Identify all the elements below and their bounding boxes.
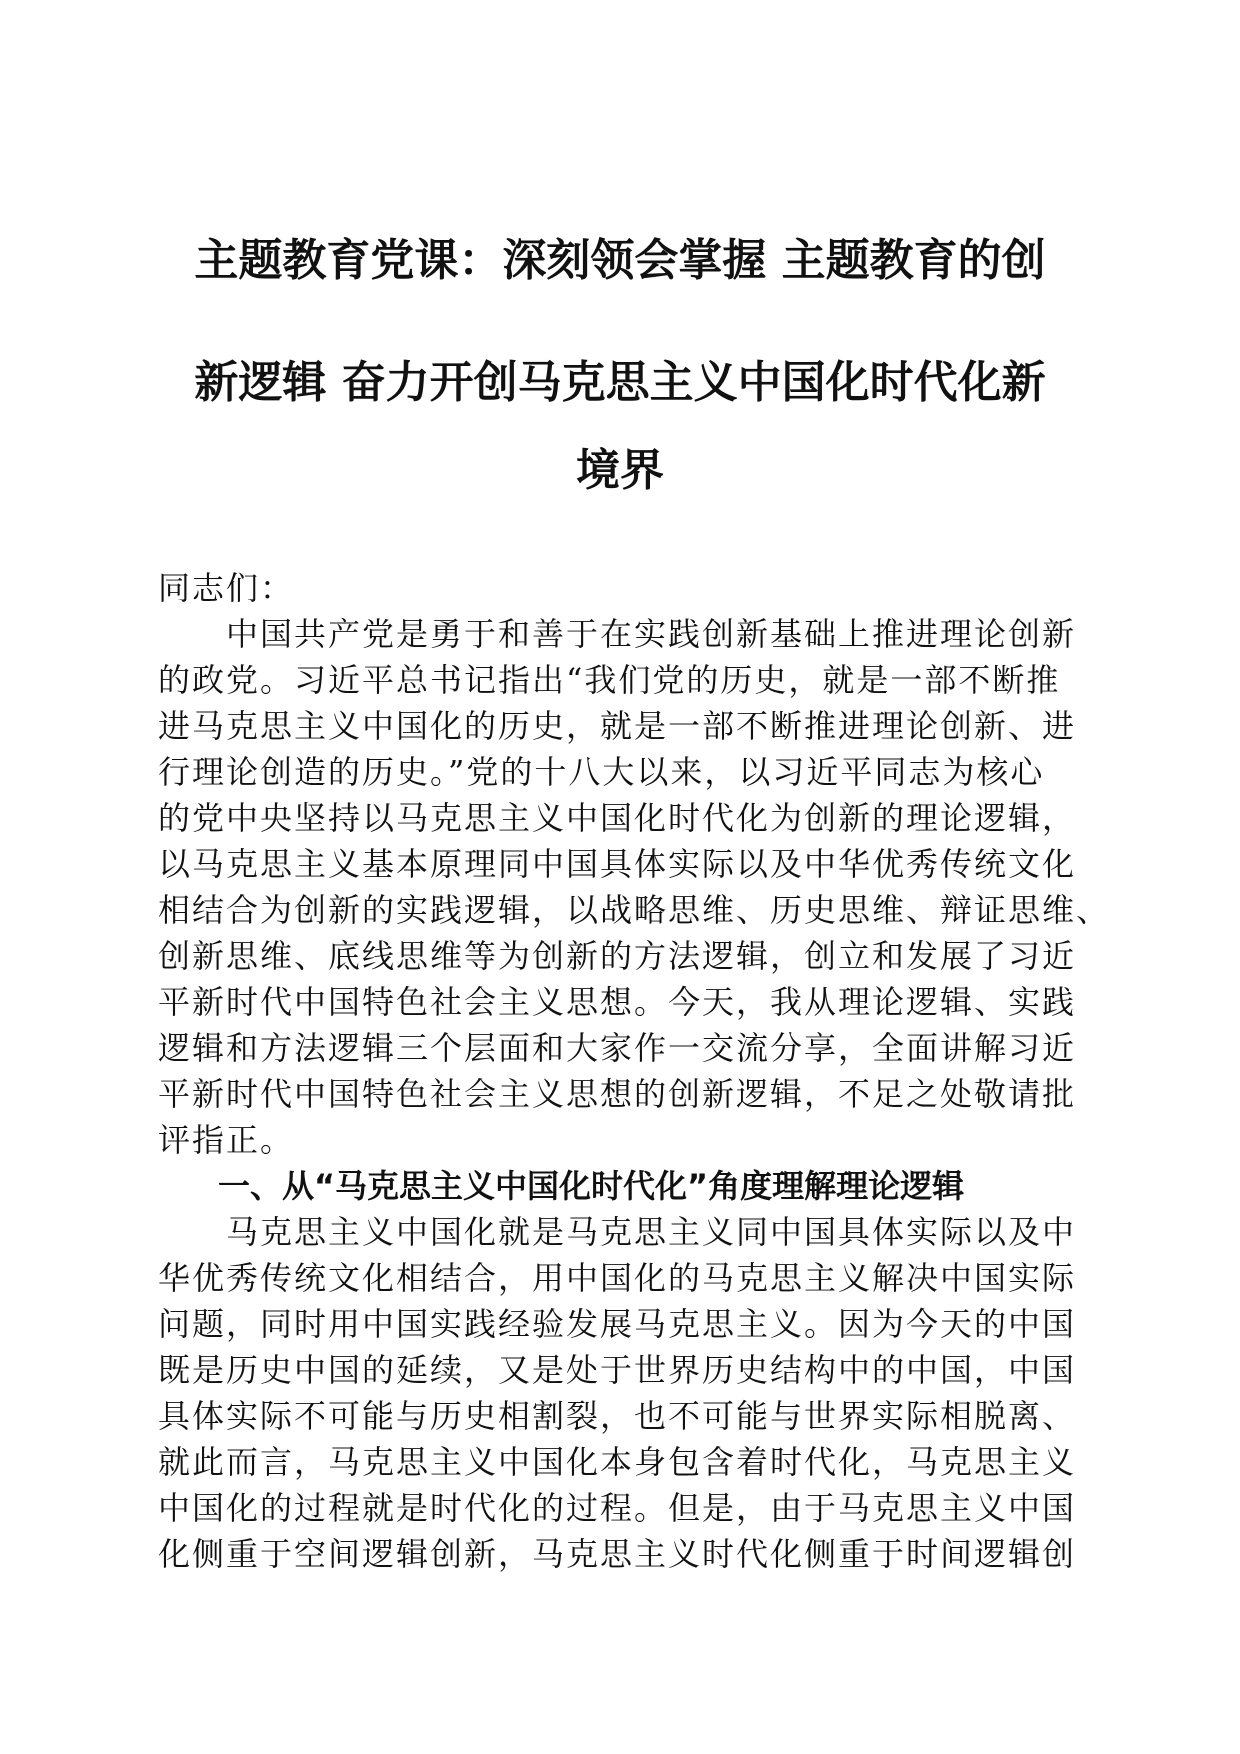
paragraph-line: 问题，同时用中国实践经验发展马克思主义。因为今天的中国: [158, 1305, 1077, 1343]
paragraph-line: 的政党。习近平总书记指出“我们党的历史，就是一部不断推: [158, 661, 1061, 699]
document-title-line-3: 境界: [576, 445, 664, 496]
paragraph-line: 相结合为创新的实践逻辑，以战略思维、历史思维、辩证思维、: [158, 891, 1111, 929]
section-heading: 一、从“马克思主义中国化时代化”角度理解理论逻辑: [218, 1167, 965, 1205]
paragraph-line: 就此而言，马克思主义中国化本身包含着时代化，马克思主义: [158, 1443, 1077, 1481]
paragraph-line: 具体实际不可能与历史相割裂，也不可能与世界实际相脱离、: [158, 1397, 1077, 1435]
paragraph-line: 马克思主义中国化就是马克思主义同中国具体实际以及中: [226, 1213, 1077, 1251]
paragraph-line: 中国化的过程就是时代化的过程。但是，由于马克思主义中国: [158, 1489, 1077, 1527]
paragraph-line: 化侧重于空间逻辑创新，马克思主义时代化侧重于时间逻辑创: [158, 1535, 1077, 1573]
paragraph-line: 中国共产党是勇于和善于在实践创新基础上推进理论创新: [226, 615, 1077, 653]
paragraph-line: 平新时代中国特色社会主义思想的创新逻辑，不足之处敬请批: [158, 1075, 1077, 1113]
paragraph-line: 创新思维、底线思维等为创新的方法逻辑，创立和发展了习近: [158, 937, 1077, 975]
paragraph-line: 的党中央坚持以马克思主义中国化时代化为创新的理论逻辑，: [158, 799, 1077, 837]
paragraph-line: 平新时代中国特色社会主义思想。今天，我从理论逻辑、实践: [158, 983, 1077, 1021]
paragraph-line: 既是历史中国的延续，又是处于世界历史结构中的中国，中国: [158, 1351, 1077, 1389]
paragraph-line: 华优秀传统文化相结合，用中国化的马克思主义解决中国实际: [158, 1259, 1077, 1297]
paragraph-line: 以马克思主义基本原理同中国具体实际以及中华优秀传统文化: [158, 845, 1077, 883]
document-title-line-2: 新逻辑 奋力开创马克思主义中国化时代化新: [194, 357, 1046, 408]
paragraph-line: 行理论创造的历史。”党的十八大以来，以习近平同志为核心: [158, 753, 1045, 791]
paragraph-line: 评指正。: [158, 1121, 295, 1159]
salutation: 同志们：: [158, 569, 295, 607]
paragraph-line: 逻辑和方法逻辑三个层面和大家作一交流分享，全面讲解习近: [158, 1029, 1077, 1067]
document-title-line-1: 主题教育党课：深刻领会掌握 主题教育的创: [194, 235, 1046, 286]
paragraph-line: 进马克思主义中国化的历史，就是一部不断推进理论创新、进: [158, 707, 1077, 745]
